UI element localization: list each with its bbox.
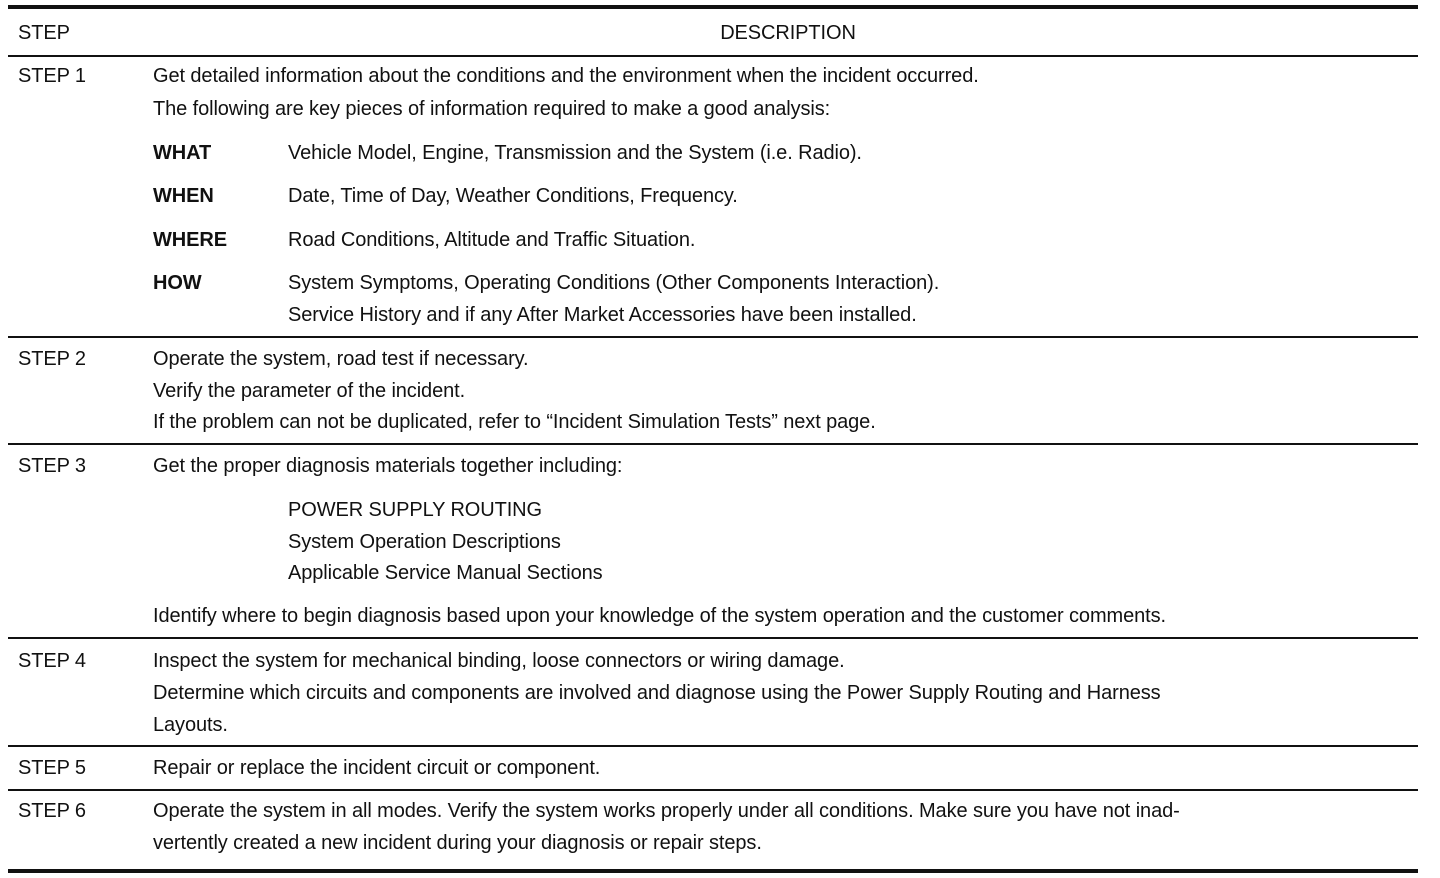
material-item: Applicable Service Manual Sections (288, 562, 603, 584)
keyword-when: WHEN (153, 185, 214, 207)
step-label: STEP 3 (18, 455, 86, 477)
step-text: Determine which circuits and components are involved and diagnose using the Power Supply Routing and Harness (153, 682, 1161, 704)
table-bottom-rule (8, 869, 1418, 873)
row-divider (8, 336, 1418, 338)
material-item: System Operation Descriptions (288, 531, 561, 553)
step-text: Operate the system, road test if necessary. (153, 348, 529, 370)
header-description: DESCRIPTION (720, 22, 856, 44)
step-text: The following are key pieces of information required to make a good analysis: (153, 98, 831, 120)
step-label: STEP 1 (18, 65, 86, 87)
keyword-value: Service History and if any After Market Accessories have been installed. (288, 304, 917, 326)
step-text: Layouts. (153, 714, 228, 736)
diagnosis-steps-table (8, 0, 1418, 878)
step-label: STEP 5 (18, 757, 86, 779)
step-label: STEP 6 (18, 800, 86, 822)
step-text: If the problem can not be duplicated, refer to “Incident Simulation Tests” next page. (153, 411, 876, 433)
keyword-where: WHERE (153, 229, 227, 251)
step-text: Operate the system in all modes. Verify the system works properly under all conditions. Make sure you have not inad- (153, 800, 1180, 822)
step-text: Verify the parameter of the incident. (153, 380, 466, 402)
keyword-value: System Symptoms, Operating Conditions (Other Components Interaction). (288, 272, 940, 294)
step-text: Get detailed information about the conditions and the environment when the incident occurred. (153, 65, 979, 87)
keyword-value: Vehicle Model, Engine, Transmission and the System (i.e. Radio). (288, 142, 862, 164)
header-rule (8, 55, 1418, 57)
row-divider (8, 637, 1418, 639)
row-divider (8, 789, 1418, 791)
step-label: STEP 4 (18, 650, 86, 672)
step-text: Inspect the system for mechanical binding, loose connectors or wiring damage. (153, 650, 845, 672)
keyword-how: HOW (153, 272, 202, 294)
material-item: POWER SUPPLY ROUTING (288, 499, 542, 521)
step-text: vertently created a new incident during your diagnosis or repair steps. (153, 832, 762, 854)
header-step: STEP (18, 22, 70, 44)
keyword-value: Date, Time of Day, Weather Conditions, Frequency. (288, 185, 738, 207)
keyword-what: WHAT (153, 142, 212, 164)
step-text: Get the proper diagnosis materials together including: (153, 455, 623, 477)
row-divider (8, 745, 1418, 747)
step-text: Identify where to begin diagnosis based upon your knowledge of the system operation and the customer comments. (153, 605, 1166, 627)
step-label: STEP 2 (18, 348, 86, 370)
step-text: Repair or replace the incident circuit or component. (153, 757, 601, 779)
table-top-rule (8, 5, 1418, 9)
row-divider (8, 443, 1418, 445)
keyword-value: Road Conditions, Altitude and Traffic Situation. (288, 229, 696, 251)
